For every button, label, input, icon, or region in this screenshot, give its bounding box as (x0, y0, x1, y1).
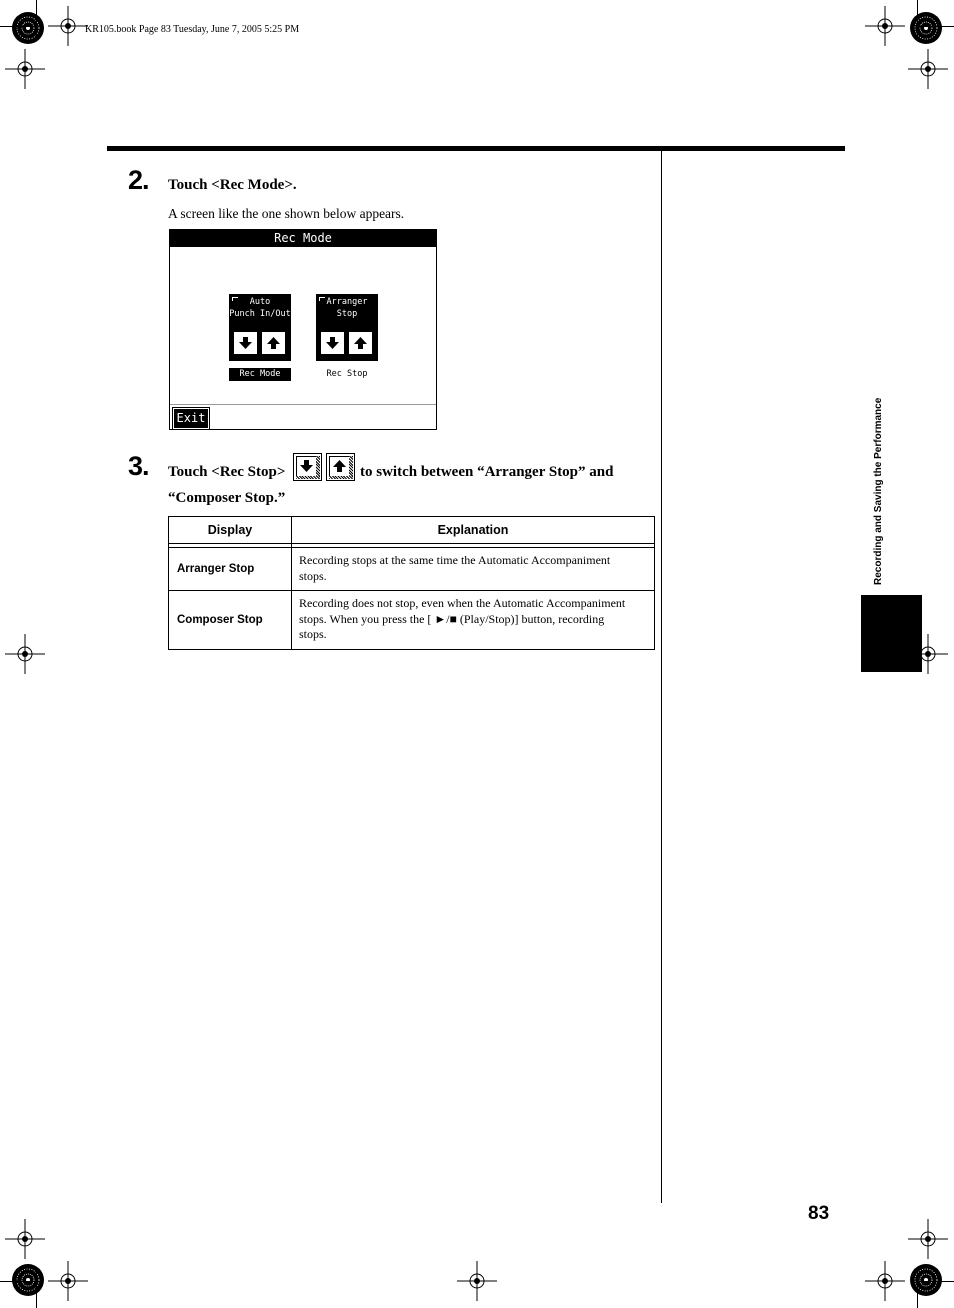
crop-line (917, 1272, 918, 1308)
explanation-cell (292, 548, 655, 591)
explanation-line: stops. When you press the [ ►/■ (Play/Stop)] button, recording (299, 611, 605, 626)
step-2-number: 2. (128, 165, 149, 195)
display-cell: Arranger Stop (169, 548, 292, 591)
up-arrow-icon (330, 457, 349, 476)
registration-mark-icon (865, 1261, 905, 1301)
down-arrow-icon (234, 332, 257, 354)
arranger-stop-tile[interactable] (316, 294, 378, 361)
explanation-line: Recording stops at the same time the Automatic Accompaniment (299, 553, 611, 567)
registration-mark-icon (5, 634, 45, 674)
down-arrow-icon (297, 457, 316, 476)
corner-sunburst-icon (11, 11, 45, 45)
explanation-line: Recording does not stop, even when the Automatic Accompaniment (299, 596, 626, 610)
explanation-line: stops. (299, 627, 327, 641)
registration-mark-icon (908, 1219, 948, 1259)
registration-mark-icon (457, 1261, 497, 1301)
section-tab (861, 595, 922, 672)
display-cell: Composer Stop (169, 591, 292, 650)
arranger-stop-label: Arranger Stop (326, 297, 368, 319)
registration-mark-icon (48, 6, 88, 46)
registration-mark-icon (5, 49, 45, 89)
up-arrow-button[interactable] (348, 331, 373, 355)
crop-line (0, 26, 36, 27)
down-arrow-icon (321, 332, 344, 354)
up-arrow-button[interactable] (261, 331, 286, 355)
explanation-line: stops. (299, 568, 327, 583)
table-header-row (169, 517, 655, 544)
crop-line (917, 0, 918, 36)
top-rule (107, 146, 845, 151)
auto-punch-label: Auto Punch In/Out (229, 297, 291, 319)
up-arrow-icon (262, 332, 285, 354)
up-arrow-icon (349, 332, 372, 354)
registration-mark-icon (908, 49, 948, 89)
screen-title: Rec Mode (170, 230, 436, 247)
corner-sunburst-icon (909, 1263, 943, 1297)
section-title-vertical: Recording and Saving the Performance (873, 397, 884, 585)
step-3-instruction-line2: “Composer Stop.” (168, 490, 286, 506)
column-divider (661, 151, 662, 1203)
auto-punch-tile[interactable] (229, 294, 291, 361)
step-2-instruction: Touch <Rec Mode>. (168, 177, 297, 193)
header-explanation: Explanation (292, 517, 655, 544)
step-3-number: 3. (128, 451, 149, 481)
explanation-cell (292, 591, 655, 650)
table-row (169, 548, 655, 591)
header-display: Display (169, 517, 292, 544)
registration-mark-icon (48, 1261, 88, 1301)
table-row (169, 591, 655, 650)
rec-mode-caption[interactable]: Rec Mode (229, 368, 291, 381)
registration-mark-icon (865, 6, 905, 46)
step-3-instruction-start: Touch <Rec Stop> (168, 464, 286, 480)
crop-line (36, 1272, 37, 1308)
down-arrow-button[interactable] (320, 331, 345, 355)
crop-line (918, 1281, 954, 1282)
corner-sunburst-icon (909, 11, 943, 45)
file-info-header: KR105.book Page 83 Tuesday, June 7, 2005 5:25 PM (85, 24, 300, 35)
crop-line (36, 0, 37, 36)
rec-stop-caption[interactable]: Rec Stop (326, 369, 368, 379)
step-3-instruction-end: to switch between “Arranger Stop” and (360, 464, 614, 480)
inline-down-button (293, 453, 322, 481)
page-number: 83 (808, 1203, 830, 1224)
crop-line (918, 26, 954, 27)
inline-up-button (326, 453, 355, 481)
down-arrow-button[interactable] (233, 331, 258, 355)
crop-line (0, 1281, 36, 1282)
step-2-description: A screen like the one shown below appears. (168, 206, 405, 221)
corner-sunburst-icon (11, 1263, 45, 1297)
rec-mode-screen (169, 229, 437, 430)
registration-mark-icon (5, 1219, 45, 1259)
explanation-table (168, 516, 655, 650)
exit-button[interactable]: Exit (173, 408, 209, 429)
